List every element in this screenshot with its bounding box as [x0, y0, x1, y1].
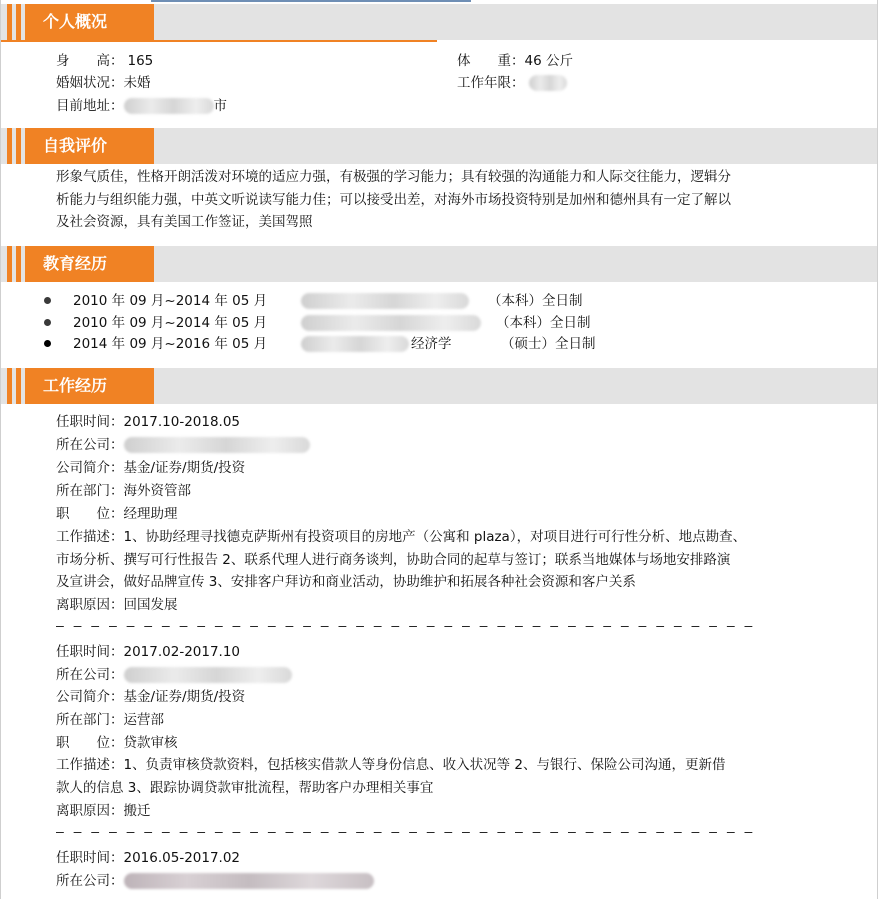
job-company-redacted: [124, 437, 310, 453]
education-bullet: [44, 297, 51, 304]
work-years-row: [457, 73, 567, 93]
weight-row: [457, 51, 573, 71]
job-desc-label: 工作描述：: [56, 529, 124, 545]
job-dept-row: [56, 481, 191, 501]
education-degree: （本科）全日制: [496, 315, 591, 331]
weight-label: 体 重：: [457, 53, 525, 69]
job-time: 2017.10-2018.05: [123, 414, 241, 430]
job-dept: 运营部: [123, 712, 164, 728]
marital-row: [56, 73, 151, 93]
job-company-redacted: [124, 873, 374, 889]
job-time-label: 任职时间：: [56, 850, 124, 866]
section-title-work: 工作经历: [31, 368, 154, 404]
job-dept: 海外资管部: [123, 483, 191, 499]
job-company-label: 所在公司：: [56, 667, 124, 683]
job-company-redacted: [124, 667, 292, 683]
job-time-row: [56, 642, 240, 662]
job-dept-label: 所在部门：: [56, 483, 124, 499]
education-school-redacted: [301, 336, 409, 352]
self-eval-line-2: 析能力与组织能力强，中英文听说读写能力佳；可以接受出差，对海外市场投资特别是加州和德州具有一定了解以: [56, 191, 731, 208]
job-intro-row: [56, 687, 245, 707]
weight-value: 46 公斤: [524, 53, 573, 69]
job-leave-row: [56, 595, 178, 615]
job-time-label: 任职时间：: [56, 414, 124, 430]
job-intro: 基金/证券/期货/投资: [123, 460, 246, 476]
job-desc-line: 款人的信息 3、跟踪协调贷款审批流程，帮助客户办理相关事宜: [56, 779, 434, 796]
section-title-profile: 个人概况: [31, 4, 154, 40]
education-degree: （本科）全日制: [488, 293, 583, 309]
education-period: 2010 年 09 月~2014 年 05 月: [73, 293, 268, 309]
education-row: [73, 313, 267, 333]
job-intro-row: [56, 458, 245, 478]
height-label: 身 高：: [56, 53, 124, 69]
self-eval-text: [56, 166, 876, 234]
job-divider: — — — — — — — — — — — — — — — — — — — — — — — — — — — — — — — — — — — — — — — —: [56, 825, 754, 840]
section-header-self: [1, 124, 878, 164]
job-time: 2016.05-2017.02: [123, 850, 241, 866]
work-years-label: 工作年限：: [457, 75, 525, 91]
address-label: 目前地址：: [56, 98, 124, 114]
marital-value: 未婚: [123, 75, 151, 91]
education-degree-row: [501, 334, 596, 354]
job-position-row: [56, 504, 178, 524]
self-eval-line-1: 形象气质佳，性格开朗活泼对环境的适应力强，有极强的学习能力；具有较强的沟通能力和人际交往能力，逻辑分: [56, 169, 731, 185]
job-company-label: 所在公司：: [56, 873, 124, 889]
education-bullet: [44, 319, 51, 326]
address-tail: 市: [213, 98, 227, 114]
education-major-row: [411, 334, 452, 354]
address-row: [56, 96, 227, 116]
job-dept-label: 所在部门：: [56, 712, 124, 728]
job-desc-line: 1、负责审核贷款资料，包括核实借款人等身份信息、收入状况等 2、与银行、保险公司沟通，更新借: [123, 757, 726, 773]
job-intro: 基金/证券/期货/投资: [123, 689, 246, 705]
job-desc-line: 市场分析、撰写可行性报告 2、联系代理人进行商务谈判，协助合同的起草与签订；联系当地媒体与场地安排路演: [56, 551, 731, 568]
job-position: 经理助理: [123, 506, 178, 522]
height-row: [56, 51, 153, 71]
job-time-row: [56, 412, 240, 432]
job-time: 2017.02-2017.10: [123, 644, 241, 660]
job-description: [56, 754, 876, 799]
job-position-row: [56, 733, 178, 753]
job-intro-label: 公司简介：: [56, 689, 124, 705]
education-row: [73, 291, 267, 311]
job-desc-label: 工作描述：: [56, 757, 124, 773]
job-time-row: [56, 848, 240, 868]
self-eval-line-3: 及社会资源，具有美国工作签证，美国驾照: [56, 214, 313, 230]
job-company-row: [56, 871, 374, 891]
job-dept-row: [56, 710, 164, 730]
education-degree-row: [496, 313, 591, 333]
section-header-work: [1, 364, 878, 404]
job-leave-label: 离职原因：: [56, 597, 124, 613]
job-leave-row: [56, 801, 151, 821]
address-redacted: [124, 98, 214, 114]
job-company-row: [56, 435, 310, 455]
job-position: 贷款审核: [123, 735, 178, 751]
job-time-label: 任职时间：: [56, 644, 124, 660]
education-bullet: [44, 340, 51, 347]
education-school-redacted: [301, 293, 469, 309]
marital-label: 婚姻状况：: [56, 75, 124, 91]
section-title-education: 教育经历: [31, 246, 154, 282]
education-row: [73, 334, 267, 354]
section-title-self: 自我评价: [31, 128, 154, 164]
work-years-redacted: [529, 75, 567, 91]
job-desc-line: 及宣讲会，做好品牌宣传 3、安排客户拜访和商业活动，协助维护和拓展各种社会资源和客户关系: [56, 574, 636, 590]
job-leave: 搬迁: [123, 803, 151, 819]
education-degree: （硕士）全日制: [501, 336, 596, 352]
job-leave: 回国发展: [123, 597, 178, 613]
section-header-education: [1, 242, 878, 282]
job-company-row: [56, 665, 292, 685]
education-period: 2010 年 09 月~2014 年 05 月: [73, 315, 268, 331]
education-school-redacted: [301, 315, 481, 331]
job-desc-line: 1、协助经理寻找德克萨斯州有投资项目的房地产（公寓和 plaza），对项目进行可行性分析、地点勘查、: [123, 529, 747, 545]
job-company-label: 所在公司：: [56, 437, 124, 453]
job-position-label: 职 位：: [56, 506, 124, 522]
job-description: [56, 526, 876, 594]
height-value: 165: [127, 53, 154, 69]
section-header-profile: [1, 0, 878, 40]
job-intro-label: 公司简介：: [56, 460, 124, 476]
education-degree-row: [488, 291, 583, 311]
job-divider: — — — — — — — — — — — — — — — — — — — — — — — — — — — — — — — — — — — — — — — —: [56, 619, 754, 634]
job-leave-label: 离职原因：: [56, 803, 124, 819]
education-major: 经济学: [411, 336, 452, 352]
job-position-label: 职 位：: [56, 735, 124, 751]
education-period: 2014 年 09 月~2016 年 05 月: [73, 336, 268, 352]
